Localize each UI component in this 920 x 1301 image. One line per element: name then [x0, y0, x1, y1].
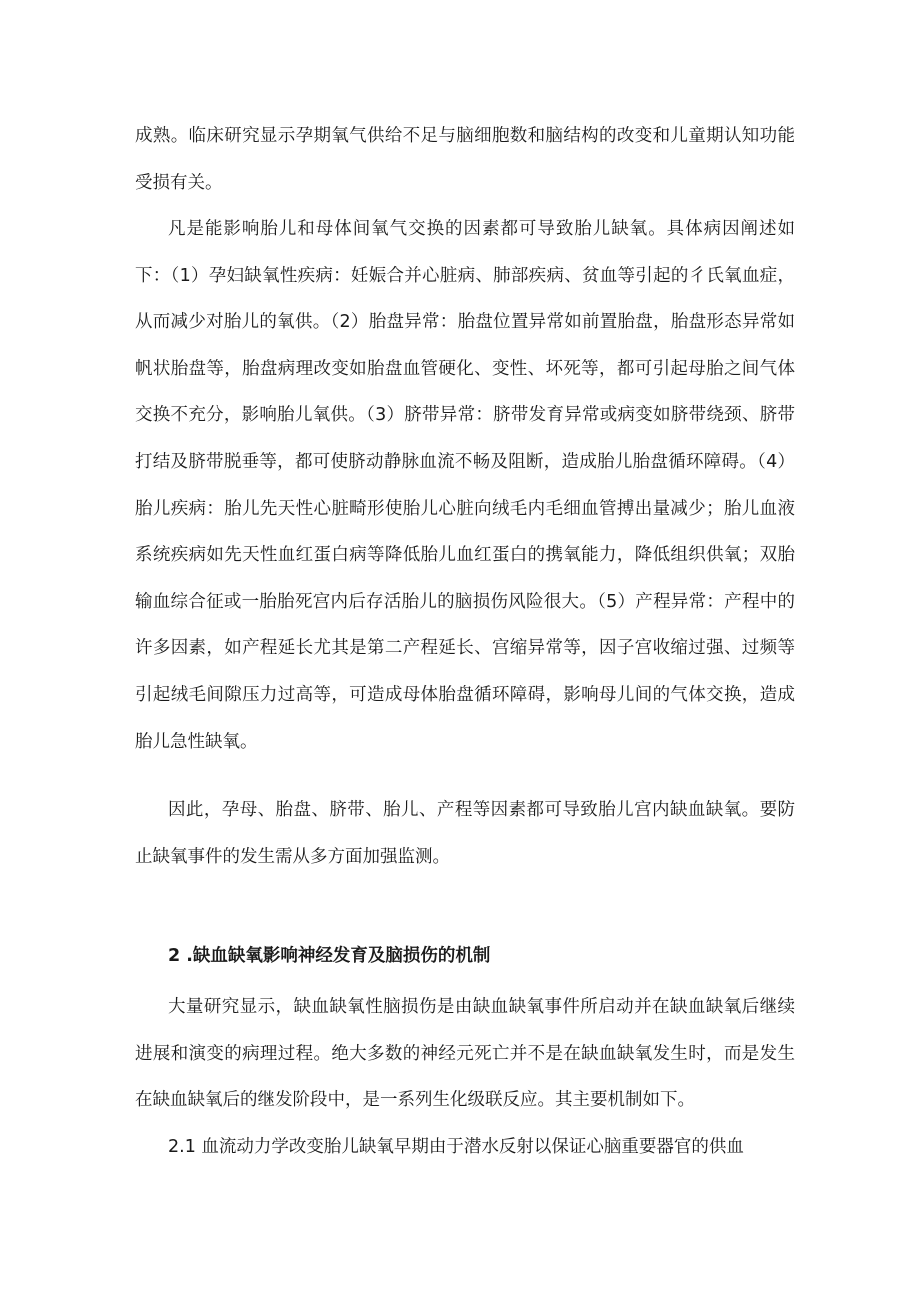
paragraph-clinical-research: 成熟。临床研究显示孕期氧气供给不足与脑细胞数和脑结构的改变和儿童期认知功能受损有关。	[135, 126, 795, 193]
paragraph-hemodynamics: 2.1 血流动力学改变胎儿缺氧早期由于潜水反射以保证心脑重要器官的供血	[168, 1137, 744, 1157]
paragraph-conclusion: 因此，孕母、胎盘、脐带、胎儿、产程等因素都可导致胎儿宫内缺血缺氧。要防止缺氧事件的发生需从多方面加强监测。	[135, 800, 795, 867]
section-heading: 2 .缺血缺氧影响神经发育及脑损伤的机制	[168, 946, 491, 966]
paragraph-causes-of-hypoxia: 凡是能影响胎儿和母体间氧气交换的因素都可导致胎儿缺氧。具体病因阐述如下：（1）孕妇缺氧性疾病：妊娠合并心脏病、肺部疾病、贫血等引起的彳氏氧血症，从而减少对胎儿的氧供。（2）胎盘异常：胎盘位置异常如前置胎盘，胎盘形态异常如帆状胎盘等，胎盘病理改变如胎盘血管硬化、变性、坏死等，都可引起母胎之间气体交换不充分，影响胎儿氧供。（3）脐带异常：脐带发育异常或病变如脐带绕颈、脐带打结及脐带脱垂等，都可使脐动静脉血流不畅及阻断，造成胎儿胎盘循环障碍。（4）胎儿疾病：胎儿先天性心脏畸形使胎儿心脏向绒毛内毛细血管搏出量减少；胎儿血液系统疾病如先天性血红蛋白病等降低胎儿血红蛋白的携氧能力，降低组织供氧；双胎输血综合征或一胎胎死宫内后存活胎儿的脑损伤风险很大。（5）产程异常：产程中的许多因素，如产程延长尤其是第二产程延长、宫缩异常等，因子宫收缩过强、过频等引起绒毛间隙压力过高等，可造成母体胎盘循环障碍，影响母儿间的气体交换，造成胎儿急性缺氧。	[135, 219, 795, 752]
paragraph-mechanism-intro: 大量研究显示，缺血缺氧性脑损伤是由缺血缺氧事件所启动并在缺血缺氧后继续进展和演变的病理过程。绝大多数的神经元死亡并不是在缺血缺氧发生时，而是发生在缺血缺氧后的继发阶段中，是一系列生化级联反应。其主要机制如下。	[135, 997, 795, 1111]
